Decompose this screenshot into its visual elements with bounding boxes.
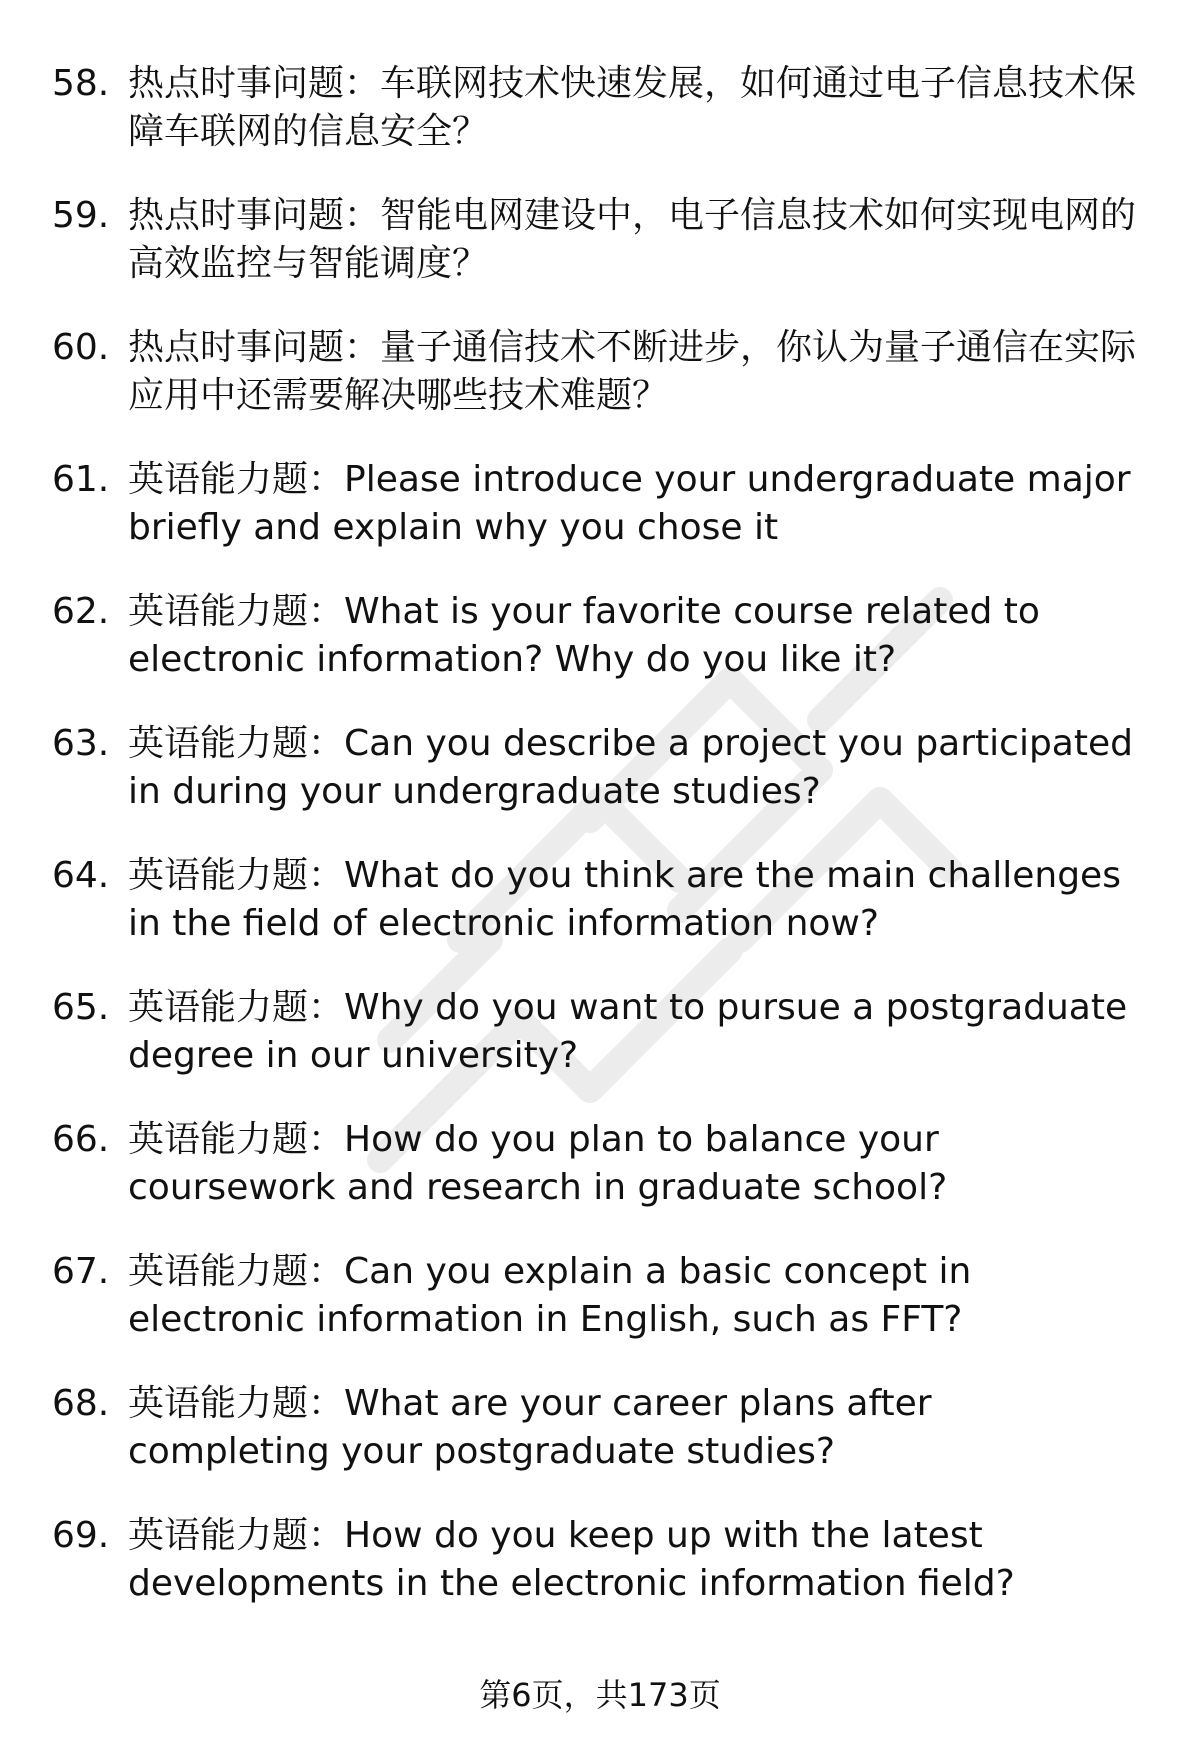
list-item [52, 984, 1142, 1080]
list-item [52, 1248, 1142, 1344]
list-item [52, 1380, 1142, 1476]
question-number: 66. [52, 1119, 110, 1160]
question-text: 英语能力题：Can you explain a basic concept in electronic information in English, such as FFT? [128, 1251, 972, 1340]
list-item [52, 456, 1142, 552]
question-text: 热点时事问题：车联网技术快速发展，如何通过电子信息技术保障车联网的信息安全？ [128, 63, 1137, 152]
question-text: 英语能力题：How do you keep up with the latest developments in the electronic information field? [128, 1515, 1015, 1604]
page-footer [0, 1675, 1200, 1715]
question-text: 英语能力题：How do you plan to balance your coursework and research in graduate school? [128, 1119, 948, 1208]
question-list [52, 60, 1142, 1644]
question-number: 67. [52, 1251, 110, 1292]
question-text: 英语能力题：What are your career plans after completing your postgraduate studies? [128, 1383, 932, 1472]
question-number: 68. [52, 1383, 110, 1424]
question-text: 英语能力题：Please introduce your undergraduate major briefly and explain why you chose it [128, 459, 1131, 548]
question-text: 热点时事问题：智能电网建设中，电子信息技术如何实现电网的高效监控与智能调度？ [128, 195, 1137, 284]
question-number: 62. [52, 591, 110, 632]
question-text: 英语能力题：Why do you want to pursue a postgraduate degree in our university? [128, 987, 1128, 1076]
question-number: 63. [52, 723, 110, 764]
question-text: 热点时事问题：量子通信技术不断进步，你认为量子通信在实际应用中还需要解决哪些技术难题？ [128, 327, 1137, 416]
page-number-label: 第6页，共173页 [479, 1676, 721, 1714]
list-item [52, 1512, 1142, 1608]
question-number: 65. [52, 987, 110, 1028]
list-item [52, 720, 1142, 816]
question-text: 英语能力题：What do you think are the main challenges in the field of electronic information now? [128, 855, 1121, 944]
list-item [52, 852, 1142, 948]
list-item [52, 60, 1142, 156]
question-text: 英语能力题：Can you describe a project you participated in during your undergraduate studies? [128, 723, 1133, 812]
list-item [52, 588, 1142, 684]
question-number: 69. [52, 1515, 110, 1556]
list-item [52, 324, 1142, 420]
question-number: 64. [52, 855, 110, 896]
question-number: 59. [52, 195, 110, 236]
question-number: 61. [52, 459, 110, 500]
list-item [52, 192, 1142, 288]
question-number: 58. [52, 63, 110, 104]
list-item [52, 1116, 1142, 1212]
question-number: 60. [52, 327, 110, 368]
question-text: 英语能力题：What is your favorite course related to electronic information? Why do you like it? [128, 591, 1040, 680]
